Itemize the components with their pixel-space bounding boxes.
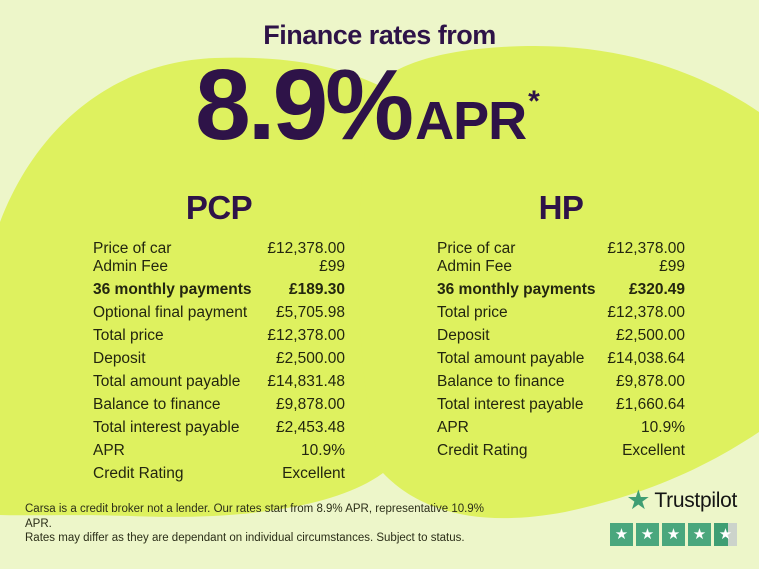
- table-row: [93, 327, 345, 345]
- table-row: [93, 465, 345, 483]
- table-row: [437, 350, 685, 368]
- star-glyph-icon: ★: [666, 526, 681, 543]
- row-value: 10.9%: [301, 442, 345, 459]
- row-label: Total interest payable: [93, 419, 240, 436]
- trustpilot-block: [610, 487, 737, 546]
- trustpilot-logo: [626, 487, 737, 514]
- row-label: Total amount payable: [93, 373, 241, 390]
- row-value: £2,500.00: [276, 350, 345, 367]
- row-label: Credit Rating: [437, 442, 528, 459]
- eyebrow-heading: Finance rates from: [263, 20, 496, 50]
- row-label: Total price: [93, 327, 164, 344]
- table-row: [437, 281, 685, 299]
- row-value: £12,378.00: [607, 304, 685, 321]
- star-glyph-icon: ★: [718, 526, 733, 543]
- row-value: £9,878.00: [276, 396, 345, 413]
- rate-value: 8.9%: [195, 49, 412, 161]
- rating-star-full: [610, 523, 633, 546]
- row-value: £12,378.00: [267, 240, 345, 257]
- table-row: [93, 281, 345, 299]
- table-row: [93, 396, 345, 414]
- disclaimer-text: [25, 502, 505, 546]
- row-value: £320.49: [628, 281, 685, 298]
- apr-label: APR: [415, 91, 527, 151]
- row-label: 36 monthly payments: [93, 281, 252, 298]
- row-label: APR: [93, 442, 125, 459]
- pcp-column-title: PCP: [185, 189, 253, 226]
- hp-column-title: HP: [538, 189, 584, 226]
- row-value: £99: [659, 258, 685, 275]
- row-value: £99: [319, 258, 345, 275]
- row-value: Excellent: [622, 442, 685, 459]
- row-label: Total interest payable: [437, 396, 584, 413]
- row-label: Total amount payable: [437, 350, 585, 367]
- star-glyph-icon: ★: [640, 526, 655, 543]
- trustpilot-wordmark: Trustpilot: [654, 488, 737, 512]
- table-row: [93, 350, 345, 368]
- row-label: 36 monthly payments: [437, 281, 596, 298]
- row-value: 10.9%: [641, 419, 685, 436]
- hp-table: [437, 240, 685, 465]
- row-label: Price of car: [93, 240, 172, 257]
- table-row: [437, 396, 685, 414]
- rating-star-full: [688, 523, 711, 546]
- row-label: Admin Fee: [93, 258, 168, 275]
- row-value: £2,500.00: [616, 327, 685, 344]
- table-row: [437, 304, 685, 322]
- table-row: [93, 304, 345, 322]
- trustpilot-rating-stars: [610, 523, 737, 546]
- row-value: £12,378.00: [267, 327, 345, 344]
- row-label: APR: [437, 419, 469, 436]
- row-label: Balance to finance: [437, 373, 565, 390]
- row-value: £189.30: [288, 281, 345, 298]
- row-label: Total price: [437, 304, 508, 321]
- row-value: Excellent: [282, 465, 345, 482]
- pcp-table: [93, 240, 345, 488]
- star-glyph-icon: ★: [692, 526, 707, 543]
- table-row: [437, 240, 685, 258]
- row-value: £14,038.64: [607, 350, 685, 367]
- apr-asterisk: *: [528, 85, 540, 118]
- row-value: £9,878.00: [616, 373, 685, 390]
- row-label: Deposit: [93, 350, 146, 367]
- table-row: [437, 419, 685, 437]
- table-row: [437, 327, 685, 345]
- disclaimer-line-2: Rates may differ as they are dependant on individual circumstances. Subject to status.: [25, 532, 465, 544]
- hero-rate: [0, 50, 747, 160]
- table-row: [93, 419, 345, 437]
- table-row: [93, 442, 345, 460]
- table-row: [437, 373, 685, 391]
- row-value: £5,705.98: [276, 304, 345, 321]
- row-label: Admin Fee: [437, 258, 512, 275]
- row-label: Credit Rating: [93, 465, 184, 482]
- row-label: Optional final payment: [93, 304, 248, 321]
- rating-star-full: [636, 523, 659, 546]
- rating-star-full: [662, 523, 685, 546]
- trustpilot-star-icon: ★: [626, 485, 651, 515]
- table-row: [437, 442, 685, 460]
- row-value: £1,660.64: [616, 396, 685, 413]
- row-label: Price of car: [437, 240, 516, 257]
- star-glyph-icon: ★: [614, 526, 629, 543]
- disclaimer-line-1: Carsa is a credit broker not a lender. Our rates start from 8.9% APR, representative 10.9% APR.: [25, 503, 484, 530]
- table-row: [93, 373, 345, 391]
- table-row: [93, 240, 345, 258]
- row-label: Balance to finance: [93, 396, 221, 413]
- rating-star-half: [714, 523, 737, 546]
- table-row: [93, 258, 345, 276]
- row-value: £2,453.48: [276, 419, 345, 436]
- row-value: £12,378.00: [607, 240, 685, 257]
- row-value: £14,831.48: [267, 373, 345, 390]
- table-row: [437, 258, 685, 276]
- row-label: Deposit: [437, 327, 490, 344]
